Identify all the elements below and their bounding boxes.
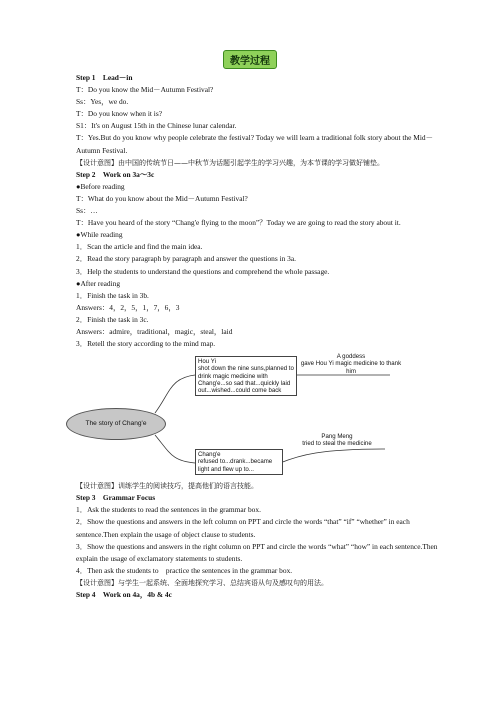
step2-line: T：What do you know about the Mid－Autumn Festival? xyxy=(76,193,248,203)
after-reading-item: 1．Finish the task in 3b. xyxy=(76,290,149,300)
mind-map-node-goddess: A goddess gave Hou Yi magic medicine to thank him xyxy=(300,353,402,375)
mind-map-node-houyi: Hou Yi shot down the nine suns,planned to drink magic medicine with Chang'e...so sad that...quickly laid out...wished...could come back xyxy=(195,356,297,396)
while-reading-label: ●While reading xyxy=(76,230,123,240)
lesson-content xyxy=(60,72,444,601)
step1-line: Ss：Yes，we do. xyxy=(76,97,129,107)
step1-line: S1：It's on August 15th in the Chinese lunar calendar. xyxy=(76,121,237,131)
after-reading-item: 2．Finish the task in 3c. xyxy=(76,314,149,324)
step3-item: 4．Then ask the students to practice the sentences in the grammar box. xyxy=(76,565,293,575)
page-title: 教学过程 xyxy=(223,50,277,69)
step2-design-note: 【设计意图】训练学生的阅读技巧，提高他们的语言技能。 xyxy=(76,482,258,491)
step3-item: 3．Show the questions and answers in the right column on PPT and circle the words “what” “how” in each sentence.Then explain the usage of exclamatory statements to students. xyxy=(76,541,438,563)
mind-map xyxy=(60,353,444,480)
step2-paragraph: T：Have you heard of the story “Chang'e flying to the moon”？Today we are going to read the story about it. xyxy=(76,218,401,228)
connector-change xyxy=(155,435,195,463)
step4-heading: Step 4 Work on 4a，4b & 4c xyxy=(76,590,172,599)
after-reading-item: Answers：admire，traditional，magic，steal，laid xyxy=(76,326,233,336)
mind-map-node-pangmeng: Pang Meng tried to steal the medicine xyxy=(302,433,372,448)
mind-map-node-change: Chang'e refused to...drank...became light and flew up to... xyxy=(195,449,283,475)
step1-line: T：Do you know the Mid－Autumn Festival? xyxy=(76,85,214,95)
after-reading-item: 3．Retell the story according to the mind map. xyxy=(76,339,216,349)
while-reading-item: 2．Read the story paragraph by paragraph and answer the questions in 3a. xyxy=(76,254,297,264)
step1-design-note: 【设计意图】由中国的传统节日——中秋节为话题引起学生的学习兴趣，为本节课的学习做好铺垫。 xyxy=(76,158,384,167)
step1-heading: Step 1 Lead－in xyxy=(76,73,133,82)
step3-item: 2．Show the questions and answers in the left column on PPT and circle the words “that” “if” “whether” in each sentence.Then explain the usage of object clause to students. xyxy=(76,517,410,539)
step3-design-note: 【设计意图】与学生一起系统、全面地探究学习、总结宾语从句及感叹句的用法。 xyxy=(76,578,328,587)
while-reading-item: 3．Help the students to understand the questions and comprehend the whole passage. xyxy=(76,266,330,276)
step3-item: 1．Ask the students to read the sentences in the grammar box. xyxy=(76,505,261,515)
step2-heading: Step 2 Work on 3a～3c xyxy=(76,169,155,179)
step1-line: T：Do you know when it is? xyxy=(76,109,163,119)
mind-map-center xyxy=(66,408,166,440)
connector-pangmeng xyxy=(280,449,385,463)
title-wrap xyxy=(0,50,500,69)
step3-heading: Step 3 Grammar Focus xyxy=(76,493,156,503)
connector-houyi xyxy=(155,375,195,413)
after-reading-item: Answers：4，2，5，1，7，6，3 xyxy=(76,302,180,312)
step1-paragraph-text: T：Yes.But do you know why people celebrate the festival? Today we will learn a traditional folk story about the Mid－Autumn Festival. xyxy=(76,133,433,155)
step1-paragraph xyxy=(60,132,444,156)
step2-line: Ss：… xyxy=(76,206,98,216)
before-reading-label: ●Before reading xyxy=(76,181,125,191)
while-reading-item: 1．Scan the article and find the main idea. xyxy=(76,242,203,252)
after-reading-label: ●After reading xyxy=(76,278,121,288)
mind-map-center-label: The story of Chang'e xyxy=(85,420,147,428)
